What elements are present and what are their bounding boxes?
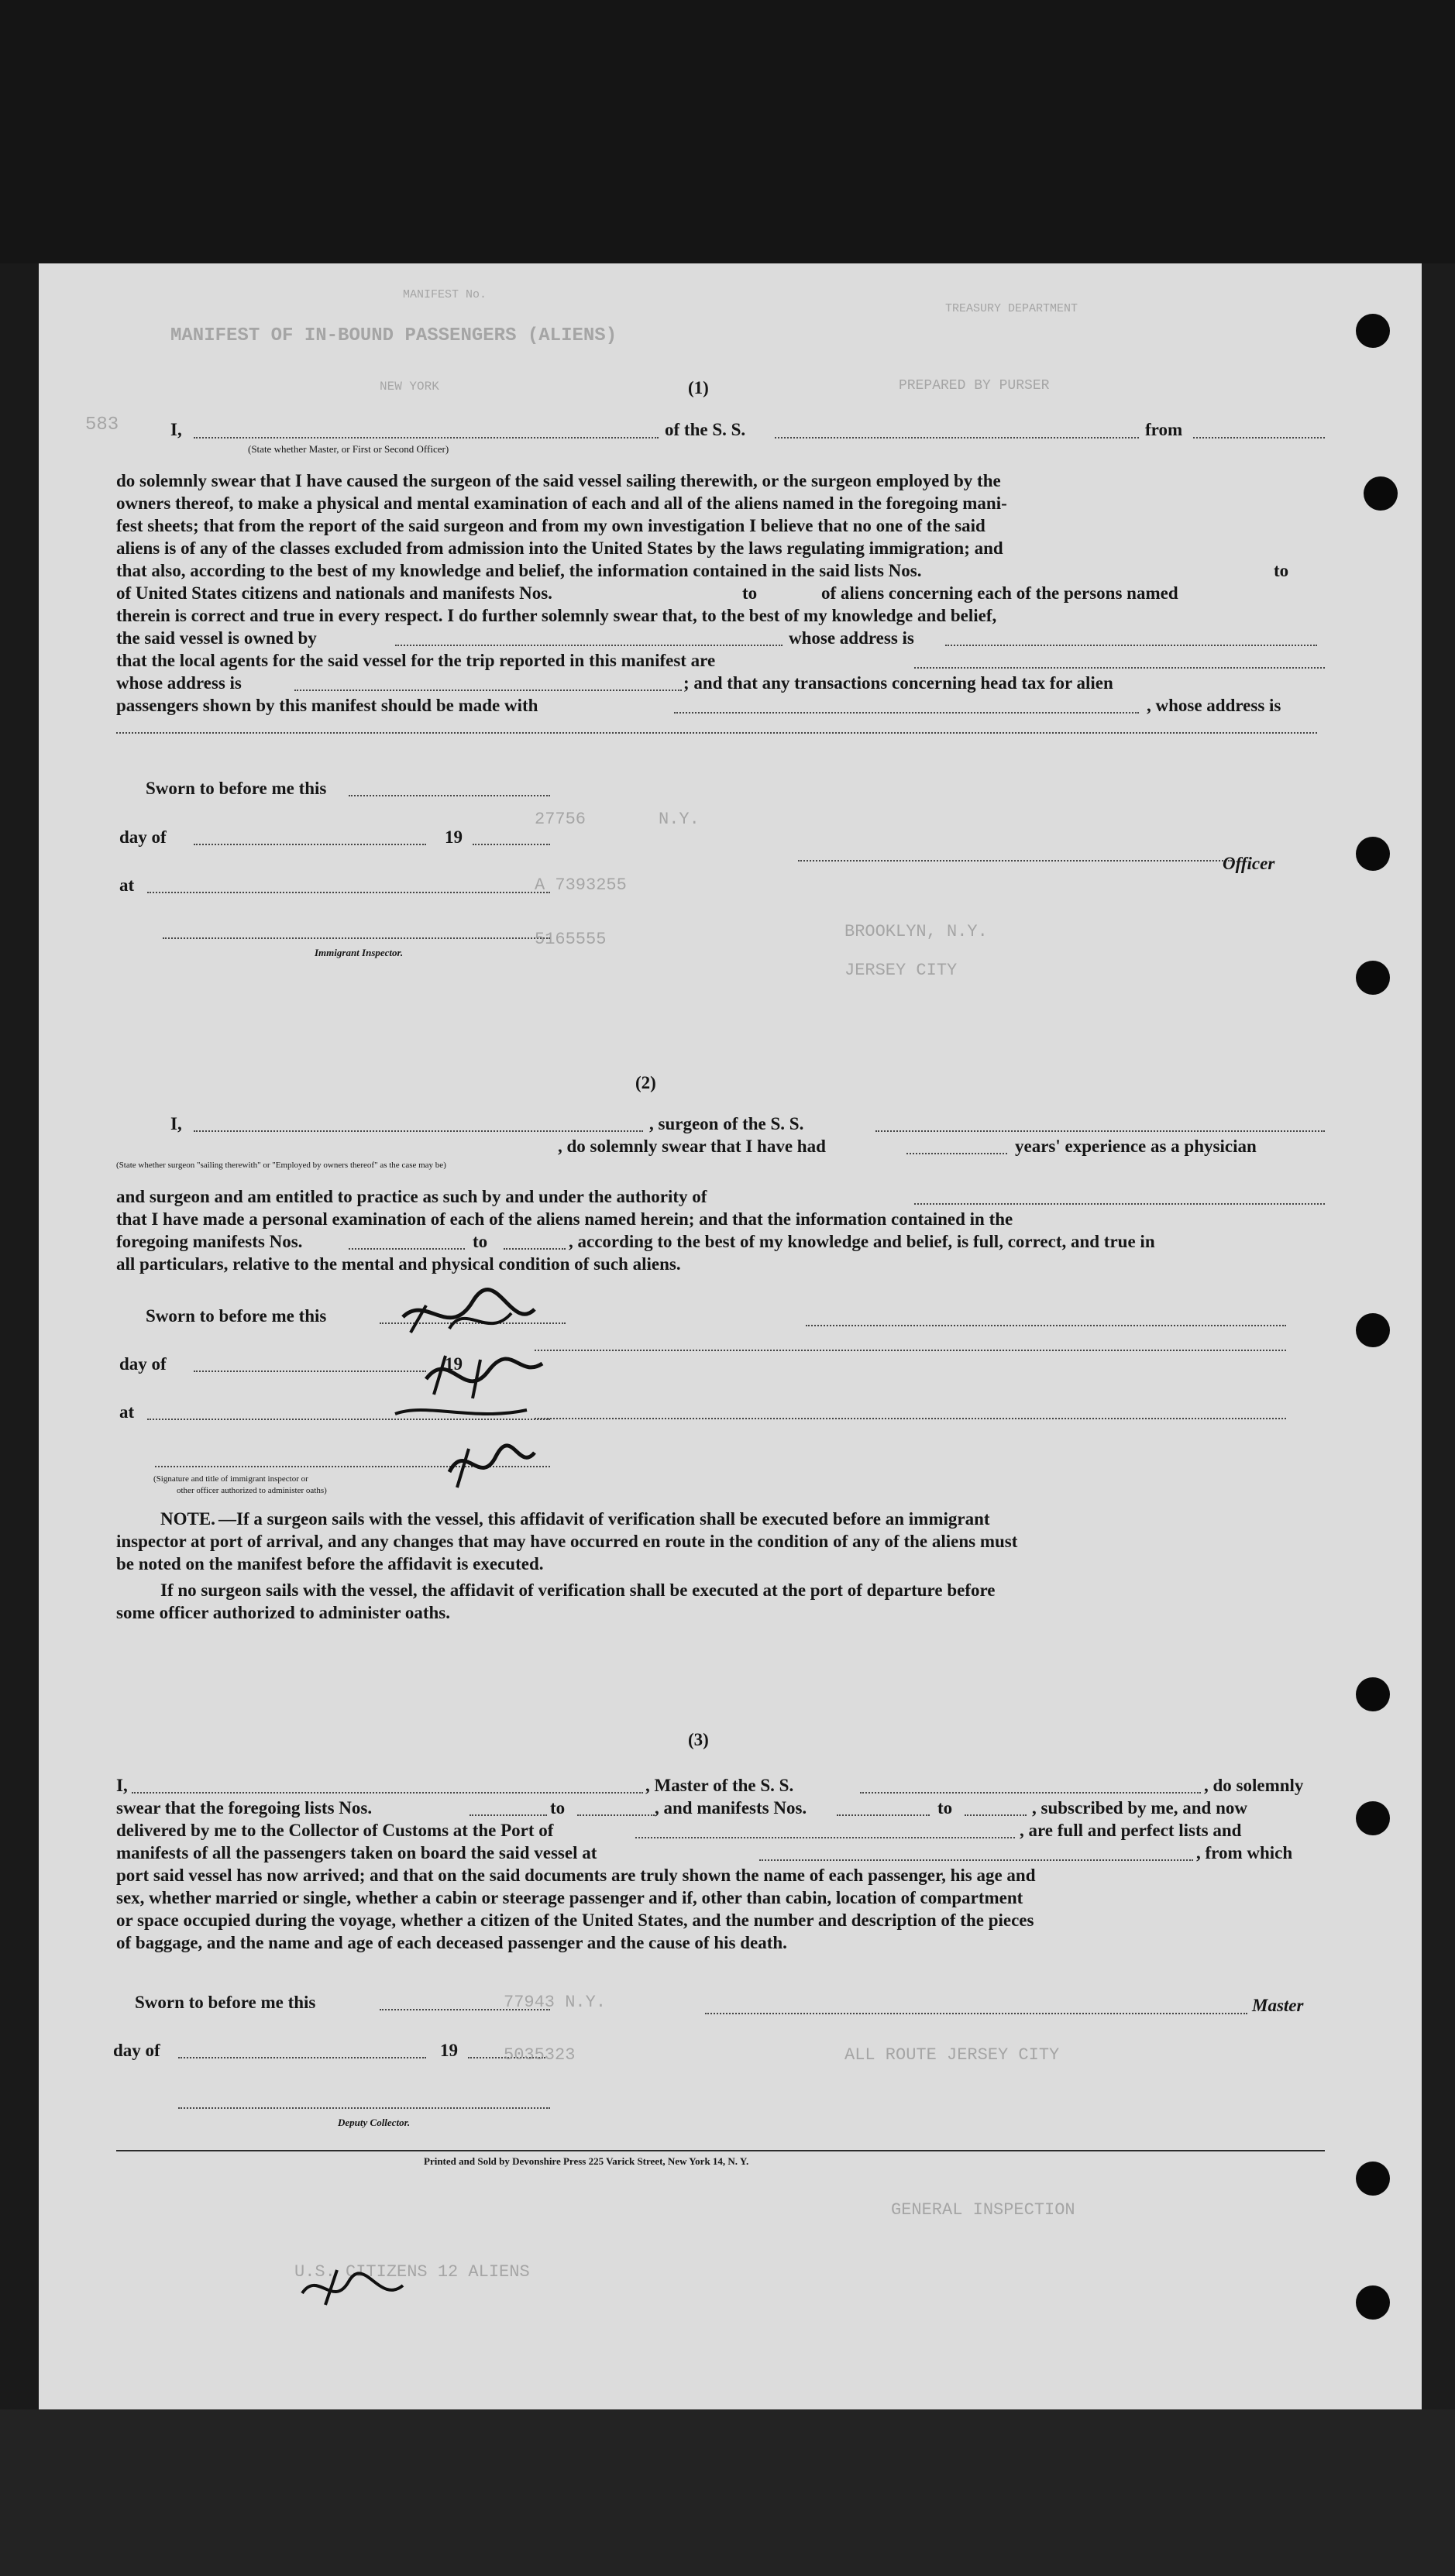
from-port-line — [1193, 437, 1325, 439]
note-line-4: some officer authorized to administer oaths. — [116, 1603, 450, 1622]
s1-para-4: that also, according to the best of my knowledge and belief, the information contained in the said lists Nos. — [116, 561, 922, 580]
s3-para-5: or space occupied during the voyage, whether a citizen of the United States, and the number and description of the pieces — [116, 1911, 1034, 1930]
inspector-signature — [380, 1286, 566, 1511]
footer-rule — [116, 2150, 1325, 2151]
s1-para-6: therein is correct and true in every respect. I do further solemnly swear that, to the best of my knowledge and belief, — [116, 606, 997, 625]
from-label: from — [1145, 420, 1183, 439]
form-title: MANIFEST OF IN-BOUND PASSENGERS (ALIENS) — [170, 325, 617, 346]
s3-master-label: Master — [1252, 1996, 1304, 2015]
punch-hole — [1356, 2285, 1390, 2320]
right-scan-border — [1422, 263, 1455, 2576]
section3-i: I, — [116, 1776, 128, 1795]
s1-officer-label: Officer — [1223, 854, 1275, 873]
s3-para-2: manifests of all the passengers taken on board the said vessel at — [116, 1843, 597, 1862]
form-number: MANIFEST No. — [403, 288, 487, 301]
note-lead: NOTE. — [160, 1509, 215, 1529]
section2-i: I, — [170, 1114, 182, 1133]
note-line-0: —If a surgeon sails with the vessel, this affidavit of verification shall be executed before an immigrant — [218, 1509, 990, 1529]
s3-deputy-caption: Deputy Collector. — [338, 2117, 411, 2128]
s1-para-0: do solemnly swear that I have caused the surgeon of the said vessel sailing therewith, or the surgeon employed by the — [116, 471, 1001, 490]
bottom-handwriting — [294, 2262, 411, 2316]
section2-caption: (State whether surgeon "sailing therewith" or "Employed by owners thereof" as the case may be) — [116, 1161, 446, 1170]
officer-name-line — [194, 437, 659, 439]
printer-line: Printed and Sold by Devonshire Press 225 Varick Street, New York 14, N. Y. — [424, 2155, 749, 2167]
s2-sig-caption-2: other officer authorized to administer oaths) — [177, 1486, 327, 1495]
s2-para-3: all particulars, relative to the mental and physical condition of such aliens. — [116, 1254, 681, 1274]
s3-para-4: sex, whether married or single, whether a cabin or steerage passenger and if, other than cabin, location of compartment — [116, 1888, 1023, 1907]
section1-number: (1) — [688, 378, 709, 397]
s3-para-1: delivered by me to the Collector of Customs at the Port of — [116, 1821, 554, 1840]
s2-para-2: foregoing manifests Nos. — [116, 1232, 303, 1251]
note-line-1: inspector at port of arrival, and any changes that may have occurred en route in the condition of any of the aliens must — [116, 1532, 1018, 1551]
left-scan-border — [0, 263, 39, 2576]
s2-sig-caption: (Signature and title of immigrant inspector or — [153, 1474, 308, 1484]
s1-para-7: the said vessel is owned by — [116, 628, 317, 648]
treasury-stamp: TREASURY DEPARTMENT — [945, 302, 1078, 315]
s1-para-8: that the local agents for the said vessel for the trip reported in this manifest are — [116, 651, 716, 670]
s2-para-0: and surgeon and am entitled to practice as such by and under the authority of — [116, 1187, 707, 1206]
s1-para-5: of United States citizens and nationals and manifests Nos. — [116, 583, 552, 603]
punch-hole — [1356, 2162, 1390, 2196]
punch-hole — [1356, 314, 1390, 348]
section1-i: I, — [170, 420, 182, 439]
s1-para-1: owners thereof, to make a physical and mental examination of each and all of the aliens named in the foregoing mani- — [116, 494, 1007, 513]
note-line-2: be noted on the manifest before the affidavit is executed. — [116, 1554, 544, 1573]
s1-at: at — [119, 875, 135, 895]
section3-number: (3) — [688, 1730, 709, 1749]
s3-para-3: port said vessel has now arrived; and that on the said documents are truly shown the name of each passenger, his age and — [116, 1866, 1036, 1885]
punch-hole — [1356, 961, 1390, 995]
punch-hole — [1356, 1313, 1390, 1347]
s2-day-of: day of — [119, 1354, 167, 1374]
punch-hole — [1364, 476, 1398, 511]
punch-hole — [1356, 1677, 1390, 1711]
s1-para-3: aliens is of any of the classes excluded from admission into the United States by the laws regulating immigration; and — [116, 538, 1003, 558]
bottom-scan-border — [0, 2409, 1455, 2576]
section2-number: (2) — [635, 1073, 656, 1092]
vessel-name-line — [775, 437, 1139, 439]
manifest-page: MANIFEST No. MANIFEST OF IN-BOUND PASSENGERS (ALIENS) TREASURY DEPARTMENT 583 PREPARED BY PURSER NEW YORK (1) I, of the S. S. from (State whether Master, or First or Second Officer) do solemnly swear that I have caused the surgeon of the said vessel sailing therewith, or the surgeon employed by the owners thereof, to make a physical and mental examination of each and all of the aliens named in the foregoing mani- fest sheets; that from the report of the said surgeon and from my own investigation I believe that no one of the said aliens is of any of the classes excluded from admission into the United States by the laws regulating immigration; and that also, according to the best of my knowledge and belief, the information contained in the said lists Nos. to of United States citizens and nationals and manifests Nos. to of aliens concerning each of the persons named therein is correct and true in every respect. I do further solemnly swear that, to the best of my knowledge and belief, the said vessel is owned by whose address is that the local agents for the said vessel for the trip reported in this manifest are whose address is ; and that any transactions concerning head tax for alien passengers shown by this manifest should be made with , whose address is Sworn to before me this day of 19 at Immigrant Inspector. Officer 27756 N.Y. 5165555 A 7393255 BROOKLYN, N.Y. JERSEY CITY (2) I, , surgeon of the S. S. , do solemnly swear that I have had years' experience as a physician (State whether surgeon "sailing therewith" or "Employed by owners thereof" as the case may be) and surgeon and am entitled to practice as such by and under the authority of that I have made a personal examination of each of the aliens named herein; and that the information contained in the foregoing manifests Nos. to , according to the best of my knowledge and belief, is full, correct, and true in all particulars, relative to the mental and physical condition of such aliens. Sworn to before me this day of 19 at (Signature and title of immigrant inspector or other officer authorized to administer oaths) NOTE. —If a surgeon sails with the vessel, this affidavit of verification shall be executed before an immigrant inspector at port of arrival, and any changes that may have occurred en route in the condition of any of the aliens must be noted on the manifest before the affidavit is executed. If no surgeon sails with the vessel, the affidavit of verification shall be executed at the port of departure before some officer authorized to administer oaths. (3) I, , Master of the S. S. , do solemnly swear that the foregoing lists Nos. to , and manifests Nos. to , subscribed by me, and now delivered by me to the Collector of Customs at the Port of , are full and perfect lists and manifests of all the passengers taken on board the said vessel at , from which port said vessel has now arrived; and that on the said documents are truly shown the name of each passenger, his age and sex, whether married or single, whether a cabin or steerage passenger and if, other than cabin, location of compartment or space occupied during the voyage, whether a citizen of the United States, and the number and description of the pieces of baggage, and the name and age of each deceased passenger and the cause of his death. Sworn to before me this day of 19 Deputy Collector. Master 77943 N.Y. 5035323 ALL ROUTE JERSEY CITY GENERAL INSPECTION U.S. CITIZENS 12 ALIENS Printed and Sold by Devonshire Press 225 Varick Street, New York 14, N. Y. — [39, 263, 1422, 2409]
s2-sworn: Sworn to before me this — [146, 1306, 327, 1326]
section1-caption: (State whether Master, or First or Second Officer) — [248, 443, 449, 455]
of-ss-label: of the S. S. — [665, 420, 746, 439]
s1-para-10: passengers shown by this manifest should be made with — [116, 696, 538, 715]
s1-sworn: Sworn to before me this — [146, 779, 327, 798]
s1-inspector-caption: Immigrant Inspector. — [315, 947, 404, 958]
left-stamp: 583 — [85, 414, 119, 435]
s3-para-0: swear that the foregoing lists Nos. — [116, 1798, 373, 1818]
s2-at: at — [119, 1402, 135, 1422]
s1-para-2: fest sheets; that from the report of the said surgeon and from my own investigation I believe that no one of the said — [116, 516, 985, 535]
s2-para-1: that I have made a personal examination of each of the aliens named herein; and that the information contained in the — [116, 1209, 1013, 1229]
s3-para-6: of baggage, and the name and age of each deceased passenger and the cause of his death. — [116, 1933, 787, 1952]
punch-hole — [1356, 837, 1390, 871]
s1-para-9: whose address is — [116, 673, 242, 693]
s3-day-of: day of — [113, 2041, 160, 2060]
top-scan-border — [0, 0, 1455, 263]
punch-hole — [1356, 1801, 1390, 1835]
note-line-3: If no surgeon sails with the vessel, the affidavit of verification shall be executed at the port of departure before — [160, 1580, 996, 1600]
s1-day-of: day of — [119, 827, 167, 847]
s3-sworn: Sworn to before me this — [135, 1993, 316, 2012]
